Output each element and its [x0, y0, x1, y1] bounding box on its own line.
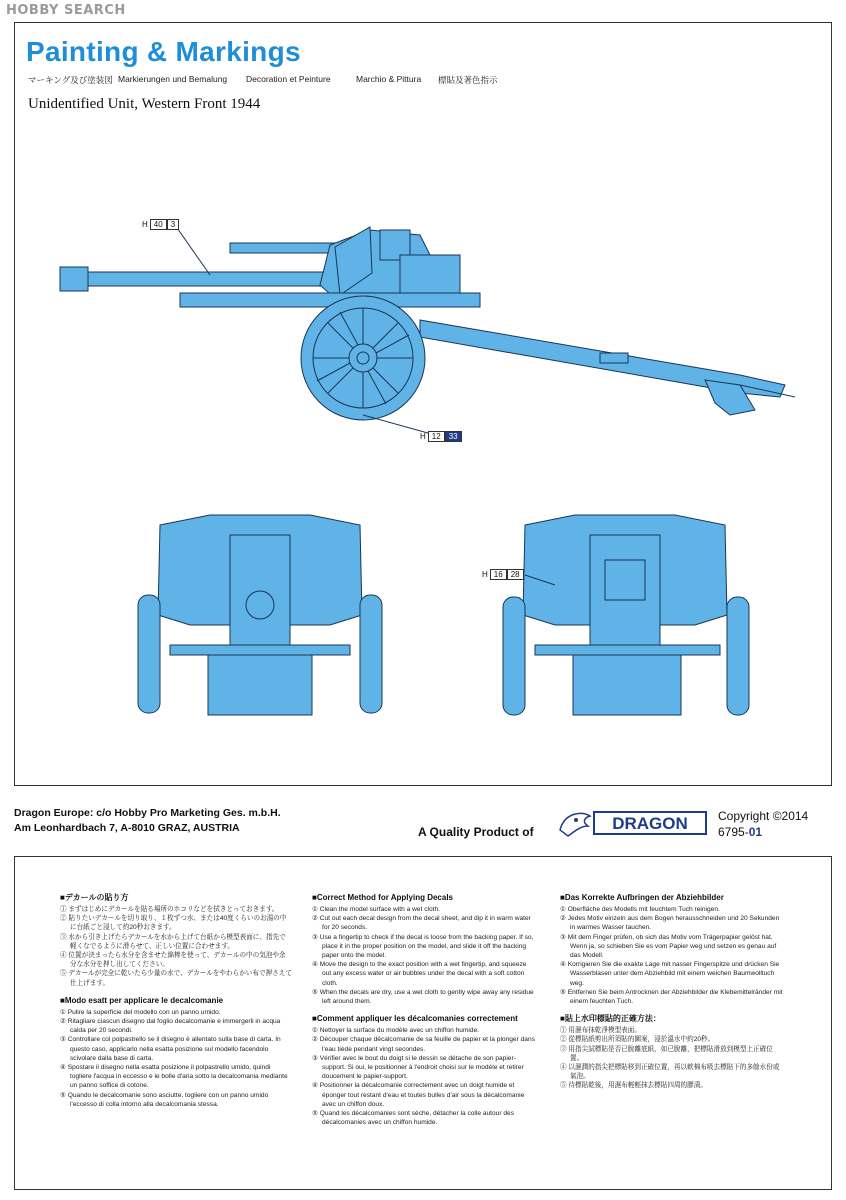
callout-number: 16: [490, 569, 507, 580]
instruction-step: ① Clean the model surface with a wet cloth.: [312, 906, 440, 913]
instruction-step: ① Pulire la superficie del modello con un panno umido.: [60, 1008, 221, 1016]
quality-text: A Quality Product of: [418, 825, 534, 839]
instruction-step: ⑤ Quand les décalcomanies sont sèche, détacher la colle autour des décalcomanies avec un chiffon humide.: [312, 1110, 515, 1127]
instructions-col-3: [560, 893, 785, 1099]
instruction-step: ④ Spostare il disegno nella esatta posizione il polpastrello umido, quindi togliere l'acqua in eccesso e le bolle d'aria sotto la decalcomania mediante un panno soffice di cotone.: [60, 1064, 288, 1090]
front-breech: [230, 535, 290, 645]
callout-number: 12: [428, 431, 445, 442]
instructions-col-1: [60, 893, 292, 1117]
brand-text: DRAGON: [612, 814, 688, 833]
callout-number: 40: [150, 219, 167, 230]
callout-number: 3: [167, 219, 179, 230]
trail-handle: [600, 353, 628, 363]
instruction-step: ② Découper chaque décalcomanie de sa feuille de papier et la plonger dans l'eau tiède pendant vingt secondes.: [312, 1036, 535, 1053]
page-title: Painting & Markings: [26, 36, 301, 67]
instructions-ja: [60, 893, 292, 988]
instruction-step: ⑤ When the decals are dry, use a wet cloth to gently wipe away any residue left around them.: [312, 988, 534, 1006]
instruction-step: ⑤ Entfernen Sie beim Antrocknen der Abziehbilder die Klebemittelränder mit einem feuchten Tuch.: [560, 988, 783, 1006]
instruction-step: ⑤ Quando le decalcomanie sono asciutte, togliere con un panno umido l'eccesso di colla intorno alla decalcomania stessa.: [60, 1091, 269, 1108]
recuperator: [230, 243, 340, 253]
instruction-step: ② 貼りたいデカールを切り取り、１枚ずつ水、または40度くらいのお湯の中に台紙ごと浸して約20秒おきます。: [60, 915, 287, 932]
instructions-en: [312, 893, 537, 1006]
instruction-step: ⑤ デカールが完全に乾いたら少量の水で、デカールをやわらかい布で押さえて仕上げます。: [60, 970, 292, 987]
instruction-step: ③ Controllare col polpastrello se il disegno è allentato sulla base di carta. In questo caso, applicarlo nella esatta posizione sul modello facendolo scivolare dalla base di carta.: [60, 1036, 281, 1062]
copyright-block: [718, 808, 808, 840]
instructions-col-2: [312, 893, 537, 1135]
callout-h-label: H: [420, 432, 426, 441]
callout-rear: [480, 569, 524, 580]
rear-breech-block: [605, 560, 645, 600]
product-code-suffix: 01: [748, 825, 763, 839]
instructions-zh-title: ■貼上水印標貼的正確方法：: [560, 1014, 661, 1024]
instructions-de: [560, 893, 785, 1006]
gun-barrel: [88, 272, 338, 286]
rear-view-illustration: [495, 505, 760, 735]
subtitle-row: [28, 74, 518, 86]
instruction-step: ③ Vérifier avec le bout du doigt si le dessin se détache de son papier-support. Si oui, le positionner à l'endroit choisi sur le modèle et retirer doucement le papier-support.: [312, 1054, 524, 1081]
instruction-step: ② Ritagliare ciascun disegno dal foglio decalcomanie e immergerli in acqua calda per 20 secondi.: [60, 1018, 281, 1035]
callout-number: 33: [445, 431, 462, 442]
callout-h-label: H: [142, 220, 148, 229]
side-view-illustration: [40, 225, 800, 450]
rear-axle: [535, 645, 720, 655]
instruction-step: ② Jedes Motiv einzeln aus dem Bogen herausschneiden und 20 Sekunden in warmes Wasser tauchen.: [560, 915, 780, 932]
instructions-en-title: ■Correct Method for Applying Decals: [312, 893, 453, 902]
rear-wheel-left: [503, 597, 525, 715]
instruction-step: ① Nettoyer la surface du modèle avec un chiffon humide.: [312, 1027, 480, 1035]
unit-caption: Unidentified Unit, Western Front 1944: [28, 96, 261, 112]
instruction-step: ③ Mit dem Finger prüfen, ob sich das Motiv vom Trägerpapier gelöst hat. Wenn ja, so schieben Sie es vom Papier weg und setzen es genau auf das Modell.: [560, 933, 777, 960]
instruction-step: ③ Use a fingertip to check if the decal is loose from the backing paper. If so, place it in the proper position on the model, and slide it off the backing paper onto the model.: [312, 933, 534, 960]
subtitle-fr: Decoration et Peinture: [246, 74, 331, 84]
breech: [400, 255, 460, 293]
instruction-step: ③ 水から引き上げたらデカールを水から上げて台紙から模型表面に、指先で軽くなでるように滑らせて、正しい位置に合わせます。: [60, 933, 286, 950]
front-wheel-left: [138, 595, 160, 713]
instructions-fr: [312, 1014, 537, 1127]
muzzle-brake: [60, 267, 88, 291]
dragon-logo: [558, 808, 708, 838]
instruction-step: ① 用濕布抹乾淨模型表面。: [560, 1027, 641, 1035]
subtitle-it: Marchio & Pittura: [356, 74, 422, 84]
instructions-it: [60, 996, 292, 1109]
watermark-text: HOBBY SEARCH: [6, 3, 126, 18]
instruction-step: ④ 以濕潤的指尖把標貼移到正確位置，再以軟棉布吸去標貼下的多餘水份或氣泡。: [560, 1064, 780, 1081]
instructions-fr-title: ■Comment appliquer les décalcomanies correctement: [312, 1014, 518, 1024]
subtitle-ja: マーキング及び塗装図: [28, 75, 113, 85]
company-line-1: Dragon Europe: c/o Hobby Pro Marketing Ges. m.b.H.: [14, 807, 281, 819]
instructions-zh: [560, 1014, 785, 1090]
instruction-step: ④ 位置が決まったら水分を含ませた綿棒を使って、デカールの中の気泡や余分な水分を押し出してください。: [60, 952, 286, 969]
instruction-step: ② 從標貼紙剪出所須貼的圖案，浸於溫水中約20秒。: [560, 1036, 715, 1044]
instruction-step: ① まずはじめにデカールを貼る場所のホコリなどを拭きとっておきます。: [60, 906, 279, 913]
instruction-step: ⑤ 待標貼乾後，用濕布輕輕抹去標貼四周的膠漬。: [560, 1082, 707, 1090]
subtitle-de: Markierungen und Bemalung: [118, 74, 228, 84]
instructions-ja-title: ■デカールの貼り方: [60, 893, 129, 902]
company-address: [14, 806, 281, 836]
company-line-2: Am Leonhardbach 7, A-8010 GRAZ, AUSTRIA: [14, 822, 240, 834]
callout-wheel: [418, 431, 462, 442]
rear-wheel-right: [727, 597, 749, 715]
callout-leader-barrel: [175, 225, 210, 275]
instructions-de-title: ■Das Korrekte Aufbringen der Abziehbilder: [560, 893, 724, 902]
instruction-step: ④ Positionner la décalcomanie correctement avec un doigt humide et éponger tout restant d'eau et toutes bulles d'air sous la décalcomanie avec un chiffon doux.: [312, 1082, 525, 1108]
front-trail: [208, 655, 312, 715]
wheel-hub: [349, 344, 377, 372]
subtitle-zh: 標貼及著色指示: [438, 75, 498, 85]
instruction-step: ① Oberfläche des Modells mit feuchtem Tuch reinigen.: [560, 906, 720, 913]
dragon-head-icon: [560, 813, 590, 836]
instruction-step: ② Cut out each decal design from the decal sheet, and dip it in warm water for 20 seconds.: [312, 915, 531, 932]
callout-number: 28: [507, 569, 524, 580]
instruction-step: ④ Move the design to the exact position with a wet fingertip, and squeeze out any excess water or air bubbles under the decal with a soft cotton cloth.: [312, 961, 527, 987]
copyright-text: Copyright ©2014: [718, 809, 809, 823]
front-view-illustration: [130, 505, 390, 735]
carriage-body: [180, 293, 480, 307]
front-bore: [246, 591, 274, 619]
instructions-it-title: ■Modo esatt per applicare le decalcomanie: [60, 995, 224, 1005]
instruction-step: ③ 用指尖試標貼是否已脫離底紙，如已脫離，把標貼滑放到模型上正確位置。: [560, 1045, 773, 1062]
product-code-prefix: 6795-: [718, 825, 749, 839]
instruction-step: ④ Korrigieren Sie die exakte Lage mit nasser Fingerspitze und drücken Sie Wasserblasen unter dem Abziehbild mit einem weichen Baumwolltuch weg.: [560, 961, 780, 987]
front-wheel-right: [360, 595, 382, 713]
rear-trail: [573, 655, 681, 715]
product-code: [718, 824, 808, 840]
callout-h-label: H: [482, 570, 488, 579]
front-axle: [170, 645, 350, 655]
callout-barrel: [140, 219, 179, 230]
